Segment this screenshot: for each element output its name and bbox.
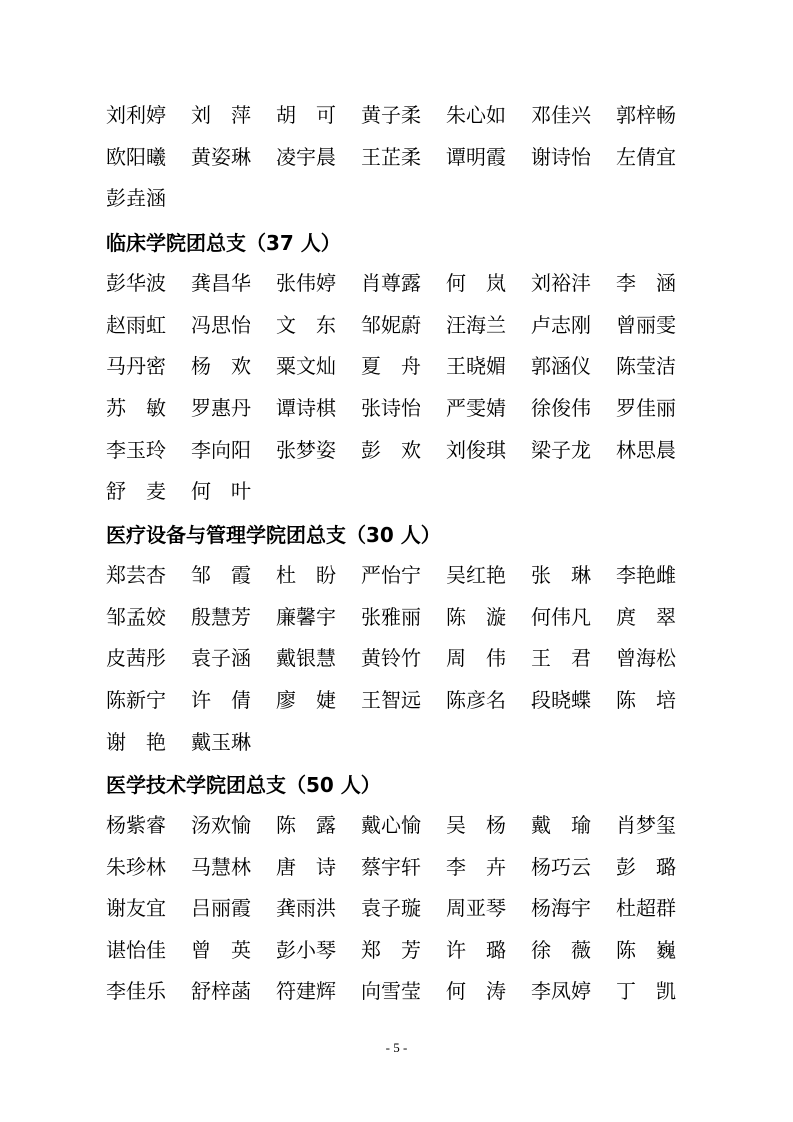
member-name: 彭 欢 — [361, 438, 421, 462]
member-name: 谭诗棋 — [276, 396, 336, 420]
member-name: 段晓蝶 — [531, 688, 591, 712]
member-name: 左倩宜 — [616, 145, 676, 169]
member-name: 罗惠丹 — [191, 396, 251, 420]
name-row — [106, 893, 706, 933]
member-name: 彭 璐 — [616, 855, 676, 879]
page-number: - 5 - — [385, 1040, 408, 1055]
member-name: 朱珍林 — [106, 855, 166, 879]
name-row — [106, 602, 706, 642]
section-heading: 医学技术学院团总支（50 人） — [106, 773, 381, 797]
member-name: 黄铃竹 — [361, 646, 421, 670]
member-name: 陈 培 — [616, 688, 676, 712]
member-name: 符建辉 — [276, 979, 336, 1003]
member-name: 刘 萍 — [191, 103, 251, 127]
member-name: 朱心如 — [446, 103, 506, 127]
name-row — [106, 560, 706, 600]
member-name: 陈 露 — [276, 813, 336, 837]
member-name: 龚雨洪 — [276, 896, 336, 920]
name-row — [106, 100, 706, 140]
member-name: 凌宇晨 — [276, 145, 336, 169]
member-name: 杨巧云 — [531, 855, 591, 879]
member-name: 戴 瑜 — [531, 813, 591, 837]
member-name: 丁 凯 — [616, 979, 676, 1003]
member-name: 袁子璇 — [361, 896, 421, 920]
member-name: 许 倩 — [191, 688, 251, 712]
member-name: 马丹密 — [106, 354, 166, 378]
member-name: 邹 霞 — [191, 563, 251, 587]
name-row — [106, 852, 706, 892]
member-name: 龚昌华 — [191, 271, 251, 295]
name-row — [106, 810, 706, 850]
member-name: 郑芸杏 — [106, 563, 166, 587]
member-name: 彭小琴 — [276, 938, 336, 962]
member-name: 刘利婷 — [106, 103, 166, 127]
member-name: 杜超群 — [616, 896, 676, 920]
member-name: 谢友宜 — [106, 896, 166, 920]
member-name: 谢诗怡 — [531, 145, 591, 169]
name-row — [106, 310, 706, 350]
member-name: 戴玉琳 — [191, 730, 251, 754]
member-name: 唐 诗 — [276, 855, 336, 879]
section-heading: 医疗设备与管理学院团总支（30 人） — [106, 523, 441, 547]
member-name: 徐俊伟 — [531, 396, 591, 420]
member-name: 陈新宁 — [106, 688, 166, 712]
name-row — [106, 268, 706, 308]
member-name: 袁子涵 — [191, 646, 251, 670]
member-name: 陈 巍 — [616, 938, 676, 962]
member-name: 张诗怡 — [361, 396, 421, 420]
member-name: 陈彦名 — [446, 688, 506, 712]
member-name: 王智远 — [361, 688, 421, 712]
member-name: 李向阳 — [191, 438, 251, 462]
member-name: 何伟凡 — [531, 605, 591, 629]
member-name: 郭梓畅 — [616, 103, 676, 127]
name-row — [106, 935, 706, 975]
member-name: 严怡宁 — [361, 563, 421, 587]
member-name: 刘裕沣 — [531, 271, 591, 295]
member-name: 文 东 — [276, 313, 336, 337]
member-name: 彭华波 — [106, 271, 166, 295]
member-name: 粟文灿 — [276, 354, 336, 378]
member-name: 皮茜彤 — [106, 646, 166, 670]
member-name: 郭涵仪 — [531, 354, 591, 378]
member-name: 谢 艳 — [106, 730, 166, 754]
name-row — [106, 643, 706, 683]
member-name: 徐 薇 — [531, 938, 591, 962]
member-name: 杨紫睿 — [106, 813, 166, 837]
member-name: 殷慧芳 — [191, 605, 251, 629]
member-name: 曾丽雯 — [616, 313, 676, 337]
member-name: 李凤婷 — [531, 979, 591, 1003]
name-row — [106, 476, 706, 516]
member-name: 王 君 — [531, 646, 591, 670]
name-row — [106, 727, 706, 767]
member-name: 何 涛 — [446, 979, 506, 1003]
name-row — [106, 142, 706, 182]
member-name: 邹孟姣 — [106, 605, 166, 629]
member-name: 马慧林 — [191, 855, 251, 879]
member-name: 舒 麦 — [106, 479, 166, 503]
member-name: 黄子柔 — [361, 103, 421, 127]
member-name: 廖 婕 — [276, 688, 336, 712]
member-name: 李艳雌 — [616, 563, 676, 587]
name-row — [106, 435, 706, 475]
member-name: 廉馨宇 — [276, 605, 336, 629]
member-name: 向雪莹 — [361, 979, 421, 1003]
name-row — [106, 393, 706, 433]
member-name: 何 岚 — [446, 271, 506, 295]
member-name: 郑 芳 — [361, 938, 421, 962]
name-row — [106, 685, 706, 725]
member-name: 邹妮蔚 — [361, 313, 421, 337]
member-name: 邓佳兴 — [531, 103, 591, 127]
member-name: 罗佳丽 — [616, 396, 676, 420]
name-row — [106, 351, 706, 391]
member-name: 许 璐 — [446, 938, 506, 962]
member-name: 欧阳曦 — [106, 145, 166, 169]
member-name: 张雅丽 — [361, 605, 421, 629]
member-name: 王晓媚 — [446, 354, 506, 378]
member-name: 戴心愉 — [361, 813, 421, 837]
member-name: 周亚琴 — [446, 896, 506, 920]
member-name: 苏 敏 — [106, 396, 166, 420]
member-name: 张梦姿 — [276, 438, 336, 462]
member-name: 胡 可 — [276, 103, 336, 127]
section-heading: 临床学院团总支（37 人） — [106, 231, 341, 255]
member-name: 杨海宇 — [531, 896, 591, 920]
member-name: 李玉玲 — [106, 438, 166, 462]
member-name: 刘俊琪 — [446, 438, 506, 462]
member-name: 吴红艳 — [446, 563, 506, 587]
member-name: 张 琳 — [531, 563, 591, 587]
member-name: 赵雨虹 — [106, 313, 166, 337]
member-name: 梁子龙 — [531, 438, 591, 462]
name-row — [106, 183, 706, 223]
member-name: 周 伟 — [446, 646, 506, 670]
member-name: 李佳乐 — [106, 979, 166, 1003]
member-name: 汪海兰 — [446, 313, 506, 337]
member-name: 吕丽霞 — [191, 896, 251, 920]
member-name: 李 卉 — [446, 855, 506, 879]
member-name: 冯思怡 — [191, 313, 251, 337]
member-name: 肖梦玺 — [616, 813, 676, 837]
member-name: 曾海松 — [616, 646, 676, 670]
member-name: 舒梓菡 — [191, 979, 251, 1003]
member-name: 肖尊露 — [361, 271, 421, 295]
member-name: 汤欢愉 — [191, 813, 251, 837]
member-name: 戴银慧 — [276, 646, 336, 670]
member-name: 严雯婧 — [446, 396, 506, 420]
member-name: 张伟婷 — [276, 271, 336, 295]
member-name: 吴 杨 — [446, 813, 506, 837]
member-name: 夏 舟 — [361, 354, 421, 378]
member-name: 陈莹洁 — [616, 354, 676, 378]
member-name: 杨 欢 — [191, 354, 251, 378]
member-name: 杜 盼 — [276, 563, 336, 587]
member-name: 黄姿琳 — [191, 145, 251, 169]
member-name: 彭垚涵 — [106, 186, 166, 210]
member-name: 庹 翠 — [616, 605, 676, 629]
member-name: 王芷柔 — [361, 145, 421, 169]
member-name: 林思晨 — [616, 438, 676, 462]
name-row — [106, 976, 706, 1016]
member-name: 谌怡佳 — [106, 938, 166, 962]
member-name: 陈 漩 — [446, 605, 506, 629]
member-name: 蔡宇轩 — [361, 855, 421, 879]
member-name: 曾 英 — [191, 938, 251, 962]
member-name: 何 叶 — [191, 479, 251, 503]
member-name: 卢志刚 — [531, 313, 591, 337]
member-name: 谭明霞 — [446, 145, 506, 169]
member-name: 李 涵 — [616, 271, 676, 295]
